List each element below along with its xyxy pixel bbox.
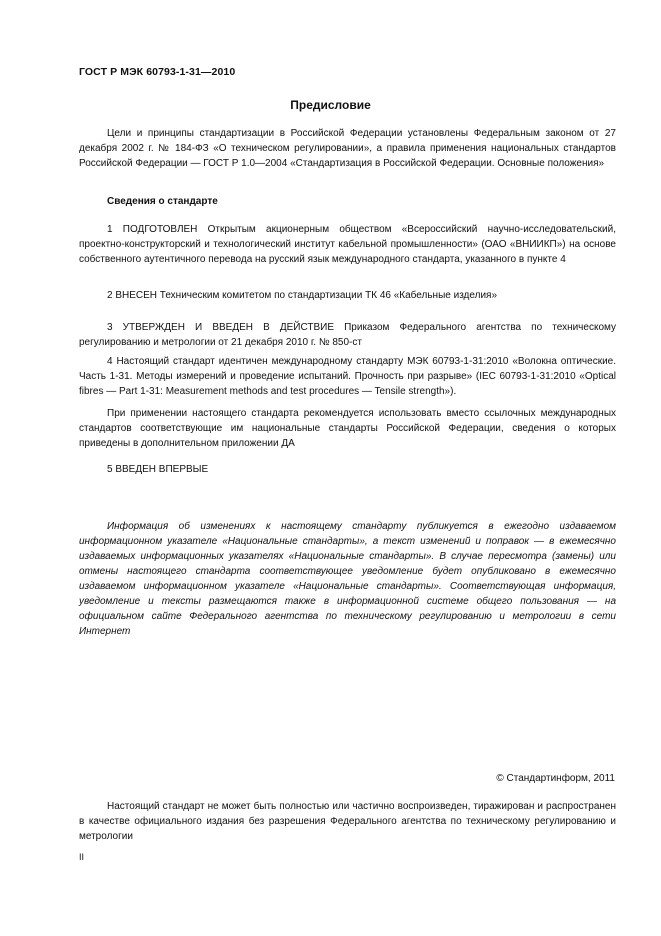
- item-2-paragraph: 2 ВНЕСЕН Техническим комитетом по стандартизации ТК 46 «Кабельные изделия»: [107, 290, 498, 301]
- notice-paragraph: Информация об изменениях к настоящему стандарту публикуется в ежегодно издаваемом информационном указателе «Национальные стандарты», а текст изменений и поправок — в ежемесячно издаваемых информационных указателях «Национальные стандарты». В случае пересмотра (замены) или отмены настоящего стандарта соответствующее уведомление будет опубликовано в ежемесячно издаваемом информационном указателе «Национальные стандарты». Соответствующая информация, уведомление и тексты размещаются также в информационной системе общего пользования — на официальном сайте Федерального агентства по техническому регулированию и метрологии в сети Интернет: [79, 521, 616, 637]
- page-title: Предисловие: [290, 98, 371, 112]
- item-4-paragraph: 4 Настоящий стандарт идентичен международному стандарту МЭК 60793-1-31:2010 «Волокна оптические. Часть 1-31. Методы измерений и проведение испытаний. Прочность при разрыве» (IEC 60793-1-31:2010 «Optical fibres — Part 1-31: Measurement methods and test procedures — Tensile strength»).: [79, 356, 616, 397]
- item-1-paragraph: 1 ПОДГОТОВЛЕН Открытым акционерным обществом «Всероссийский научно-исследовательский, проектно-конструкторский и технологический институт кабельной промышленности» (ОАО «ВНИИКП») на основе собственного аутентичного перевода на русский язык международного стандарта, указанного в пункте 4: [79, 224, 616, 265]
- item-5-paragraph: 5 ВВЕДЕН ВПЕРВЫЕ: [107, 464, 209, 475]
- copyright-line: © Стандартинформ, 2011: [496, 773, 615, 784]
- section-title: Сведения о стандарте: [107, 196, 218, 207]
- page-number: II: [79, 852, 85, 862]
- intro-paragraph: Цели и принципы стандартизации в Российской Федерации установлены Федеральным законом от 27 декабря 2002 г. № 184-ФЗ «О техническом регулировании», а правила применения национальных стандартов Российской Федерации — ГОСТ Р 1.0—2004 «Стандартизация в Российской Федерации. Основные положения»: [79, 128, 616, 169]
- item-4-note-paragraph: При применении настоящего стандарта рекомендуется использовать вместо ссылочных международных стандартов соответствующие им национальные стандарты Российской Федерации, сведения о которых приведены в дополнительном приложении ДА: [79, 408, 616, 449]
- item-3-paragraph: 3 УТВЕРЖДЕН И ВВЕДЕН В ДЕЙСТВИЕ Приказом Федерального агентства по техническому регулированию и метрологии от 21 декабря 2010 г. № 850-ст: [79, 322, 616, 348]
- document-header: ГОСТ Р МЭК 60793-1-31—2010: [79, 66, 236, 78]
- rights-paragraph: Настоящий стандарт не может быть полностью или частично воспроизведен, тиражирован и распространен в качестве официального издания без разрешения Федерального агентства по техническому регулированию и метрологии: [79, 801, 616, 842]
